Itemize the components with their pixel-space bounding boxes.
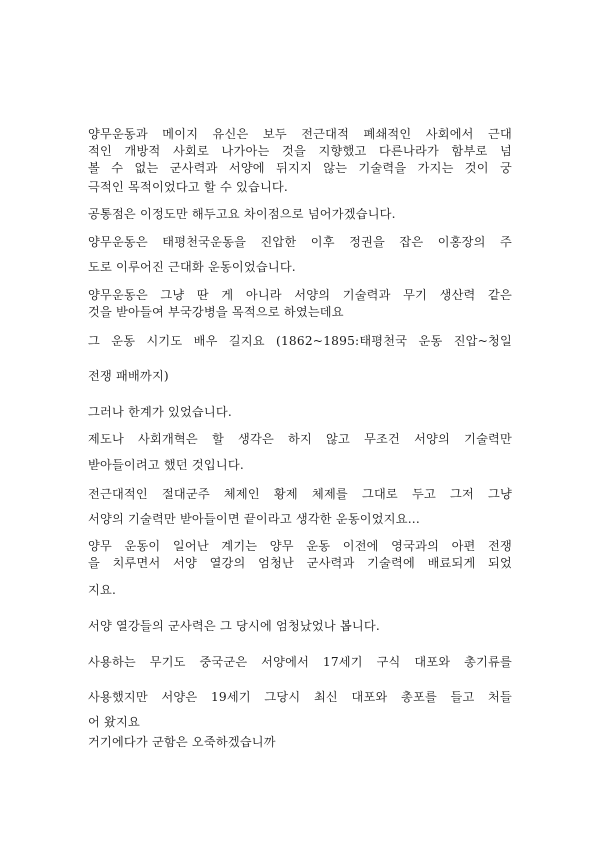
paragraph-line: 그러나 한계가 있었습니다. — [88, 405, 232, 419]
paragraph-line: 전쟁 패배까지) — [88, 369, 169, 383]
paragraph-line: 거기에다가 군함은 오죽하겠습니까 — [88, 735, 276, 749]
paragraph-line: 볼 수 없는 군사력과 서양에 뒤지지 않는 기술력을 가지는 것이 궁 — [88, 161, 512, 175]
paragraph-line: 양무 운동이 일어난 계기는 양무 운동 이전에 영국과의 아편 전쟁 — [88, 539, 512, 553]
paragraph-line: 어 왔지요 — [88, 715, 140, 729]
paragraph-line: 받아들이려고 했던 것입니다. — [88, 458, 244, 472]
paragraph-line: 양무운동은 그냥 딴 게 아니라 서양의 기술력과 무기 생산력 같은 — [88, 288, 512, 302]
paragraph-line: 을 치루면서 서양 열강의 엄청난 군사력과 기술력에 배료되게 되었 — [88, 556, 512, 570]
paragraph-line: 양무운동과 메이지 유신은 보두 전근대적 폐쇄적인 사회에서 근대 — [88, 127, 512, 141]
paragraph-line: 공통점은 이정도만 해두고요 차이점으로 넘어가겠습니다. — [88, 207, 396, 221]
paragraph-line: 제도나 사회개혁은 할 생각은 하지 않고 무조건 서양의 기술력만 — [88, 432, 512, 446]
paragraph-line: 서양 열강들의 군사력은 그 당시에 엄청났었나 봅니다. — [88, 619, 380, 633]
paragraph-line: 사용하는 무기도 중국군은 서양에서 17세기 구식 대포와 총기류를 — [88, 655, 512, 669]
paragraph-line: 적인 개방적 사회로 나가아는 것을 지향했고 다른나라가 함부로 넘 — [88, 144, 512, 158]
paragraph-line: 그 운동 시기도 배우 길지요 (1862~1895:태평천국 운동 진압~청일 — [88, 334, 512, 348]
paragraph-line: 극적인 목적이었다고 할 수 있습니다. — [88, 180, 288, 194]
paragraph-line: 사용했지만 서양은 19세기 그당시 최신 대포와 총포를 들고 처들 — [88, 690, 512, 704]
paragraph-line: 도로 이루어진 근대화 운동이었습니다. — [88, 260, 296, 274]
paragraph-line: 서양의 기술력만 받아들이면 끝이라고 생각한 운동이었지요... — [88, 512, 420, 526]
paragraph-line: 양무운동은 태평천국운동을 진압한 이후 정권을 잡은 이홍장의 주 — [88, 235, 512, 249]
paragraph-line: 지요. — [88, 583, 117, 597]
paragraph-line: 전근대적인 절대군주 체제인 황제 체제를 그대로 두고 그저 그냥 — [88, 487, 512, 501]
paragraph-line: 것을 받아들여 부국강병을 목적으로 하였는데요 — [88, 305, 344, 319]
